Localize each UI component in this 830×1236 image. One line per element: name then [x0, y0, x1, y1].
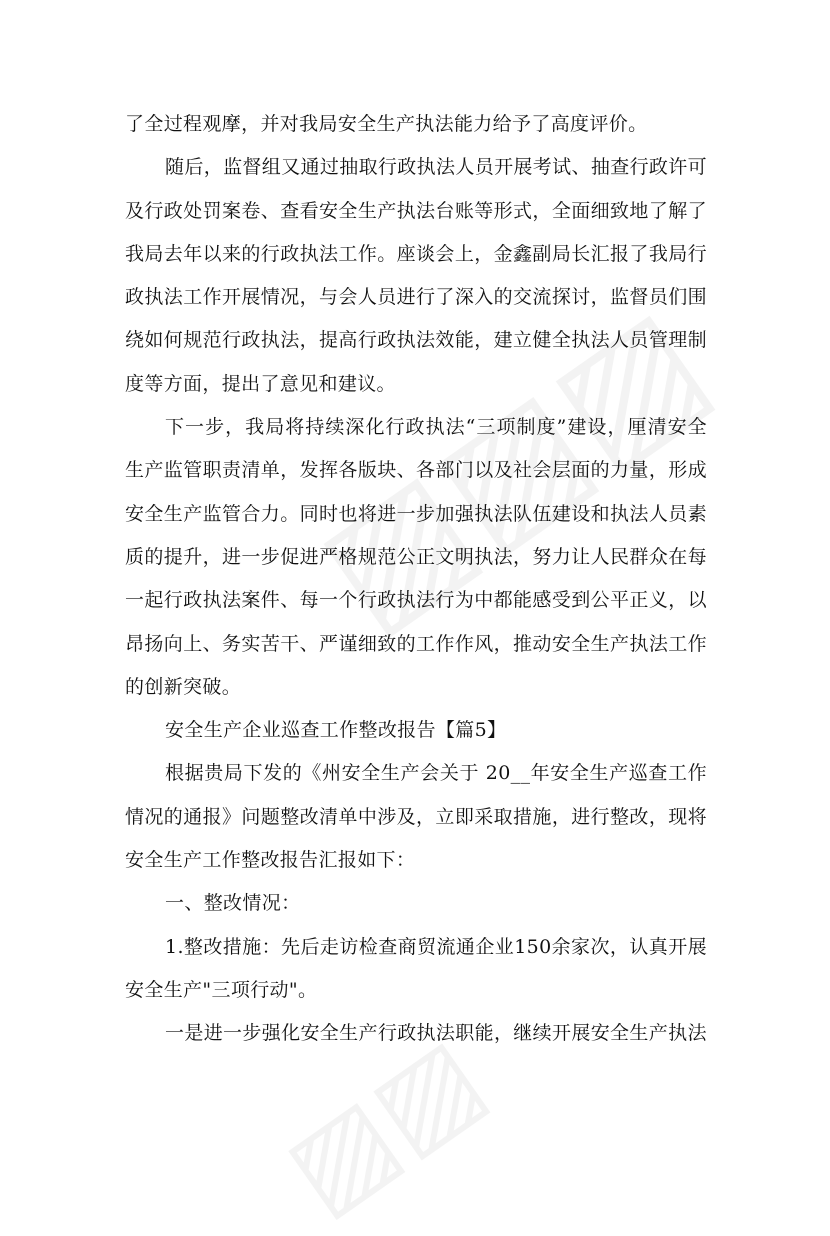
- paragraph-3: 下一步，我局将持续深化行政执法“三项制度”建设，厘清安全生产监管职责清单，发挥各版块、各部门以及社会层面的力量，形成安全生产监管合力。同时也将进一步加强执法队伍建设和执法人员素质的提升，进一步促进严格规范公正文明执法，努力让人民群众在每一起行政执法案件、每一个行政执法行为中都能感受到公平正义，以昂扬向上、务实苦干、严谨细致的工作作风，推动安全生产执法工作的创新突破。: [125, 416, 707, 698]
- section-heading: 安全生产企业巡查工作整改报告【篇5】: [165, 719, 507, 742]
- paragraph-2: 随后，监督组又通过抽取行政执法人员开展考试、抽查行政许可及行政处罚案卷、查看安全生产执法台账等形式，全面细致地了解了我局去年以来的行政执法工作。座谈会上，金鑫副局长汇报了我局行政执法工作开展情况，与会人员进行了深入的交流探讨，监督员们围绕如何规范行政执法，提高行政执法效能，建立健全执法人员管理制度等方面，提出了意见和建议。: [125, 156, 707, 395]
- subheading-rectification: 一、整改情况：: [165, 892, 301, 915]
- paragraph-8: 一是进一步强化安全生产行政执法职能，继续开展安全生产执法: [165, 1022, 707, 1045]
- paragraph-7: 1.整改措施：先后走访检查商贸流通企业150余家次，认真开展安全生产"三项行动"。: [125, 935, 707, 1001]
- paragraph-5: 根据贵局下发的《州安全生产会关于 20__年安全生产巡查工作情况的通报》问题整改清单中涉及，立即采取措施，进行整改，现将安全生产工作整改报告汇报如下：: [125, 762, 707, 872]
- paragraph-1: 了全过程观摩，并对我局安全生产执法能力给予了高度评价。: [125, 113, 648, 135]
- document-body: [125, 103, 707, 1056]
